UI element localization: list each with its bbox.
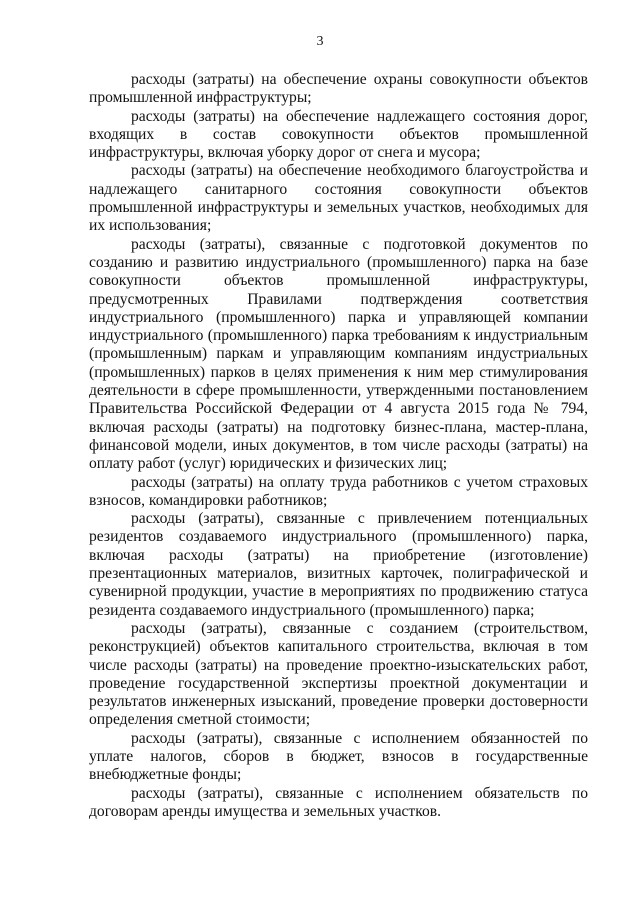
paragraph: расходы (затраты), связанные с исполнением обязанностей по уплате налогов, сборов в бюджет, взносов в государственные внебюджетные фонды;: [89, 729, 588, 784]
paragraph: расходы (затраты) на обеспечение охраны совокупности объектов промышленной инфраструктуры;: [89, 71, 588, 107]
paragraph: расходы (затраты), связанные с исполнением обязательств по договорам аренды имущества и земельных участков.: [89, 784, 588, 820]
page-number: 3: [316, 34, 324, 49]
paragraph: расходы (затраты) на обеспечение надлежащего состояния дорог, входящих в состав совокупности объектов промышленной инфраструктуры, включая уборку дорог от снега и мусора;: [89, 107, 588, 162]
paragraph: расходы (затраты) на оплату труда работников с учетом страховых взносов, командировки работников;: [89, 473, 588, 509]
paragraph: расходы (затраты) на обеспечение необходимого благоустройства и надлежащего санитарного состояния совокупности объектов промышленной инфраструктуры и земельных участков, необходимых для их использования;: [89, 162, 588, 235]
paragraph: расходы (затраты), связанные с созданием (строительством, реконструкцией) объектов капитального строительства, включая в том числе расходы (затраты) на проведение проектно-изыскательских работ, проведение государственной экспертизы проектной документации и результатов инженерных изысканий, проведение проверки достоверности определения сметной стоимости;: [89, 619, 588, 729]
paragraph: расходы (затраты), связанные с подготовкой документов по созданию и развитию индустриального (промышленного) парка на базе совокупности объектов промышленной инфраструктуры, предусмотренных Правилами подтверждения соответствия индустриального (промышленного) парка и управляющей компании индустриального (промышленного) парка требованиям к индустриальным (промышленным) паркам и управляющим компаниям индустриальных (промышленных) парков в целях применения к ним мер стимулирования деятельности в сфере промышленности, утвержденными постановлением Правительства Российской Федерации от 4 августа 2015 года № 794, включая расходы (затраты) на подготовку бизнес-плана, мастер-плана, финансовой модели, иных документов, в том числе расходы (затраты) на оплату работ (услуг) юридических и физических лиц;: [89, 235, 588, 473]
paragraph: расходы (затраты), связанные с привлечением потенциальных резидентов создаваемого индустриального (промышленного) парка, включая расходы (затраты) на приобретение (изготовление) презентационных материалов, визитных карточек, полиграфической и сувенирной продукции, участие в мероприятиях по продвижению статуса резидента создаваемого индустриального (промышленного) парка;: [89, 510, 588, 619]
body-text: [89, 71, 588, 821]
